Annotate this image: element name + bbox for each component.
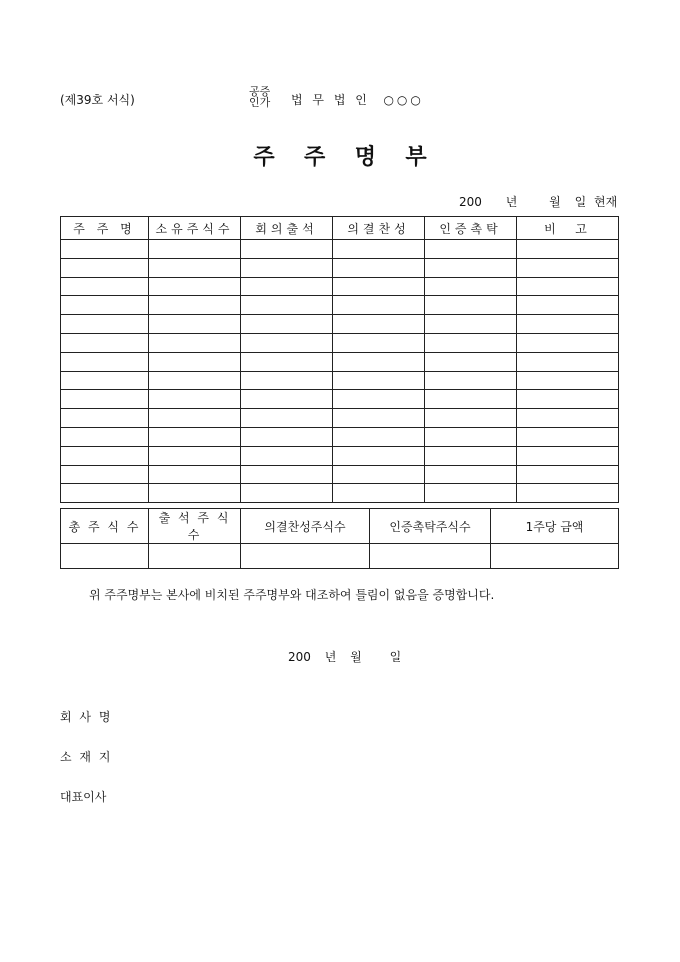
table-cell: [333, 409, 425, 428]
table-cell: [425, 277, 517, 296]
title-char: 부: [405, 145, 427, 170]
table-cell: [241, 315, 333, 334]
table-cell: [61, 446, 149, 465]
table-row: [61, 296, 619, 315]
certification-statement: 위 주주명부는 본사에 비치된 주주명부와 대조하여 틀림이 없음을 증명합니다.: [89, 588, 495, 602]
table-cell: [333, 240, 425, 259]
table-row: [61, 409, 619, 428]
header-approved-shares: 의결찬성주식수: [241, 509, 370, 544]
title-char: 명: [354, 145, 376, 170]
header-owned-shares: 소유주식수: [149, 217, 241, 240]
header-total-shares: 총 주 식 수: [61, 509, 149, 544]
table-cell: [333, 296, 425, 315]
table-cell: [425, 296, 517, 315]
issue-day-unit: 일: [389, 650, 402, 664]
table-cell: [425, 409, 517, 428]
issue-year-unit: 년: [324, 650, 337, 664]
summary-table: [60, 508, 619, 569]
law-firm-name: 법 무 법 인 ○○○: [291, 93, 424, 107]
header-attended-shares: 출 석 주 식 수: [149, 509, 241, 544]
table-cell: [61, 333, 149, 352]
table-cell: [517, 315, 619, 334]
table-cell: [517, 446, 619, 465]
address-label: 소 재 지: [60, 750, 113, 764]
table-cell: [517, 390, 619, 409]
table-cell: [149, 352, 241, 371]
table-cell: [149, 371, 241, 390]
table-cell: [61, 390, 149, 409]
total-shares-cell: [61, 544, 149, 569]
table-cell: [241, 446, 333, 465]
notary-seal-label: [249, 86, 270, 108]
table-row: [61, 427, 619, 446]
table-cell: [425, 390, 517, 409]
table-row: [61, 277, 619, 296]
table-cell: [517, 409, 619, 428]
notarized-shares-cell: [370, 544, 491, 569]
table-cell: [149, 277, 241, 296]
table-cell: [241, 390, 333, 409]
table-cell: [149, 315, 241, 334]
table-cell: [241, 333, 333, 352]
table-cell: [425, 427, 517, 446]
table-cell: [149, 484, 241, 503]
table-cell: [425, 446, 517, 465]
issue-year: 200: [288, 650, 311, 664]
table-cell: [241, 240, 333, 259]
table-header-row: [61, 217, 619, 240]
table-cell: [149, 333, 241, 352]
table-cell: [517, 371, 619, 390]
as-of-year: 200: [459, 195, 482, 209]
table-cell: [149, 427, 241, 446]
issue-date: [288, 648, 401, 665]
table-cell: [61, 258, 149, 277]
table-cell: [61, 240, 149, 259]
as-of-month-unit: 월: [549, 195, 561, 209]
header-shareholder-name: 주 주 명: [61, 217, 149, 240]
shareholder-table-body: [61, 240, 619, 503]
table-cell: [333, 333, 425, 352]
title-char: 주: [304, 145, 326, 170]
table-cell: [517, 296, 619, 315]
table-cell: [241, 352, 333, 371]
table-cell: [333, 390, 425, 409]
table-row: [61, 371, 619, 390]
as-of-year-unit: 년: [505, 195, 518, 209]
header-notarized-shares: 인증촉탁주식수: [370, 509, 491, 544]
table-cell: [149, 446, 241, 465]
table-cell: [517, 333, 619, 352]
shareholder-table: [60, 216, 619, 503]
table-cell: [61, 465, 149, 484]
table-cell: [149, 240, 241, 259]
header-per-share-amount: 1주당 금액: [491, 509, 619, 544]
table-cell: [333, 352, 425, 371]
table-cell: [241, 277, 333, 296]
table-row: [61, 484, 619, 503]
table-cell: [61, 296, 149, 315]
table-cell: [425, 352, 517, 371]
table-cell: [61, 315, 149, 334]
table-cell: [517, 240, 619, 259]
table-cell: [241, 427, 333, 446]
as-of-day-unit: 일: [574, 195, 587, 209]
header-resolution-approval: 의결찬성: [333, 217, 425, 240]
table-row: [61, 446, 619, 465]
table-cell: [241, 409, 333, 428]
table-cell: [517, 484, 619, 503]
table-cell: [333, 465, 425, 484]
table-cell: [333, 277, 425, 296]
table-cell: [425, 240, 517, 259]
table-cell: [241, 296, 333, 315]
seal-label-top: 공증: [249, 85, 271, 98]
seal-label-bottom: 인가: [249, 96, 271, 109]
table-cell: [333, 258, 425, 277]
table-cell: [425, 371, 517, 390]
table-cell: [241, 258, 333, 277]
as-of-date: [459, 193, 617, 210]
table-cell: [241, 484, 333, 503]
table-cell: [425, 315, 517, 334]
company-name-label: 회 사 명: [60, 710, 113, 724]
table-cell: [149, 390, 241, 409]
table-cell: [61, 409, 149, 428]
table-cell: [149, 258, 241, 277]
table-cell: [241, 465, 333, 484]
table-cell: [425, 333, 517, 352]
table-cell: [517, 427, 619, 446]
approved-shares-cell: [241, 544, 370, 569]
table-cell: [425, 484, 517, 503]
table-cell: [61, 484, 149, 503]
attended-shares-cell: [149, 544, 241, 569]
table-cell: [517, 465, 619, 484]
as-of-suffix: 현재: [594, 195, 618, 209]
table-row: [61, 465, 619, 484]
table-row: [61, 333, 619, 352]
table-row: [61, 352, 619, 371]
table-cell: [517, 277, 619, 296]
table-cell: [61, 371, 149, 390]
summary-value-row: [61, 544, 619, 569]
table-cell: [149, 409, 241, 428]
table-row: [61, 258, 619, 277]
issue-month-unit: 월: [350, 650, 362, 664]
table-row: [61, 315, 619, 334]
summary-header-row: [61, 509, 619, 544]
table-cell: [149, 296, 241, 315]
table-cell: [61, 427, 149, 446]
table-cell: [333, 371, 425, 390]
page-title: [0, 140, 680, 171]
table-cell: [241, 371, 333, 390]
table-cell: [61, 352, 149, 371]
table-cell: [333, 315, 425, 334]
table-cell: [517, 258, 619, 277]
header-remarks: 비 고: [517, 217, 619, 240]
table-cell: [61, 277, 149, 296]
table-cell: [425, 465, 517, 484]
table-cell: [517, 352, 619, 371]
table-cell: [333, 427, 425, 446]
table-row: [61, 390, 619, 409]
table-cell: [333, 484, 425, 503]
form-number: (제39호 서식): [60, 93, 135, 107]
title-char: 주: [253, 145, 275, 170]
table-row: [61, 240, 619, 259]
table-cell: [425, 258, 517, 277]
header-notarization-request: 인증촉탁: [425, 217, 517, 240]
table-cell: [149, 465, 241, 484]
table-cell: [333, 446, 425, 465]
header-meeting-attendance: 회의출석: [241, 217, 333, 240]
per-share-amount-cell: [491, 544, 619, 569]
representative-label: 대표이사: [60, 790, 107, 804]
